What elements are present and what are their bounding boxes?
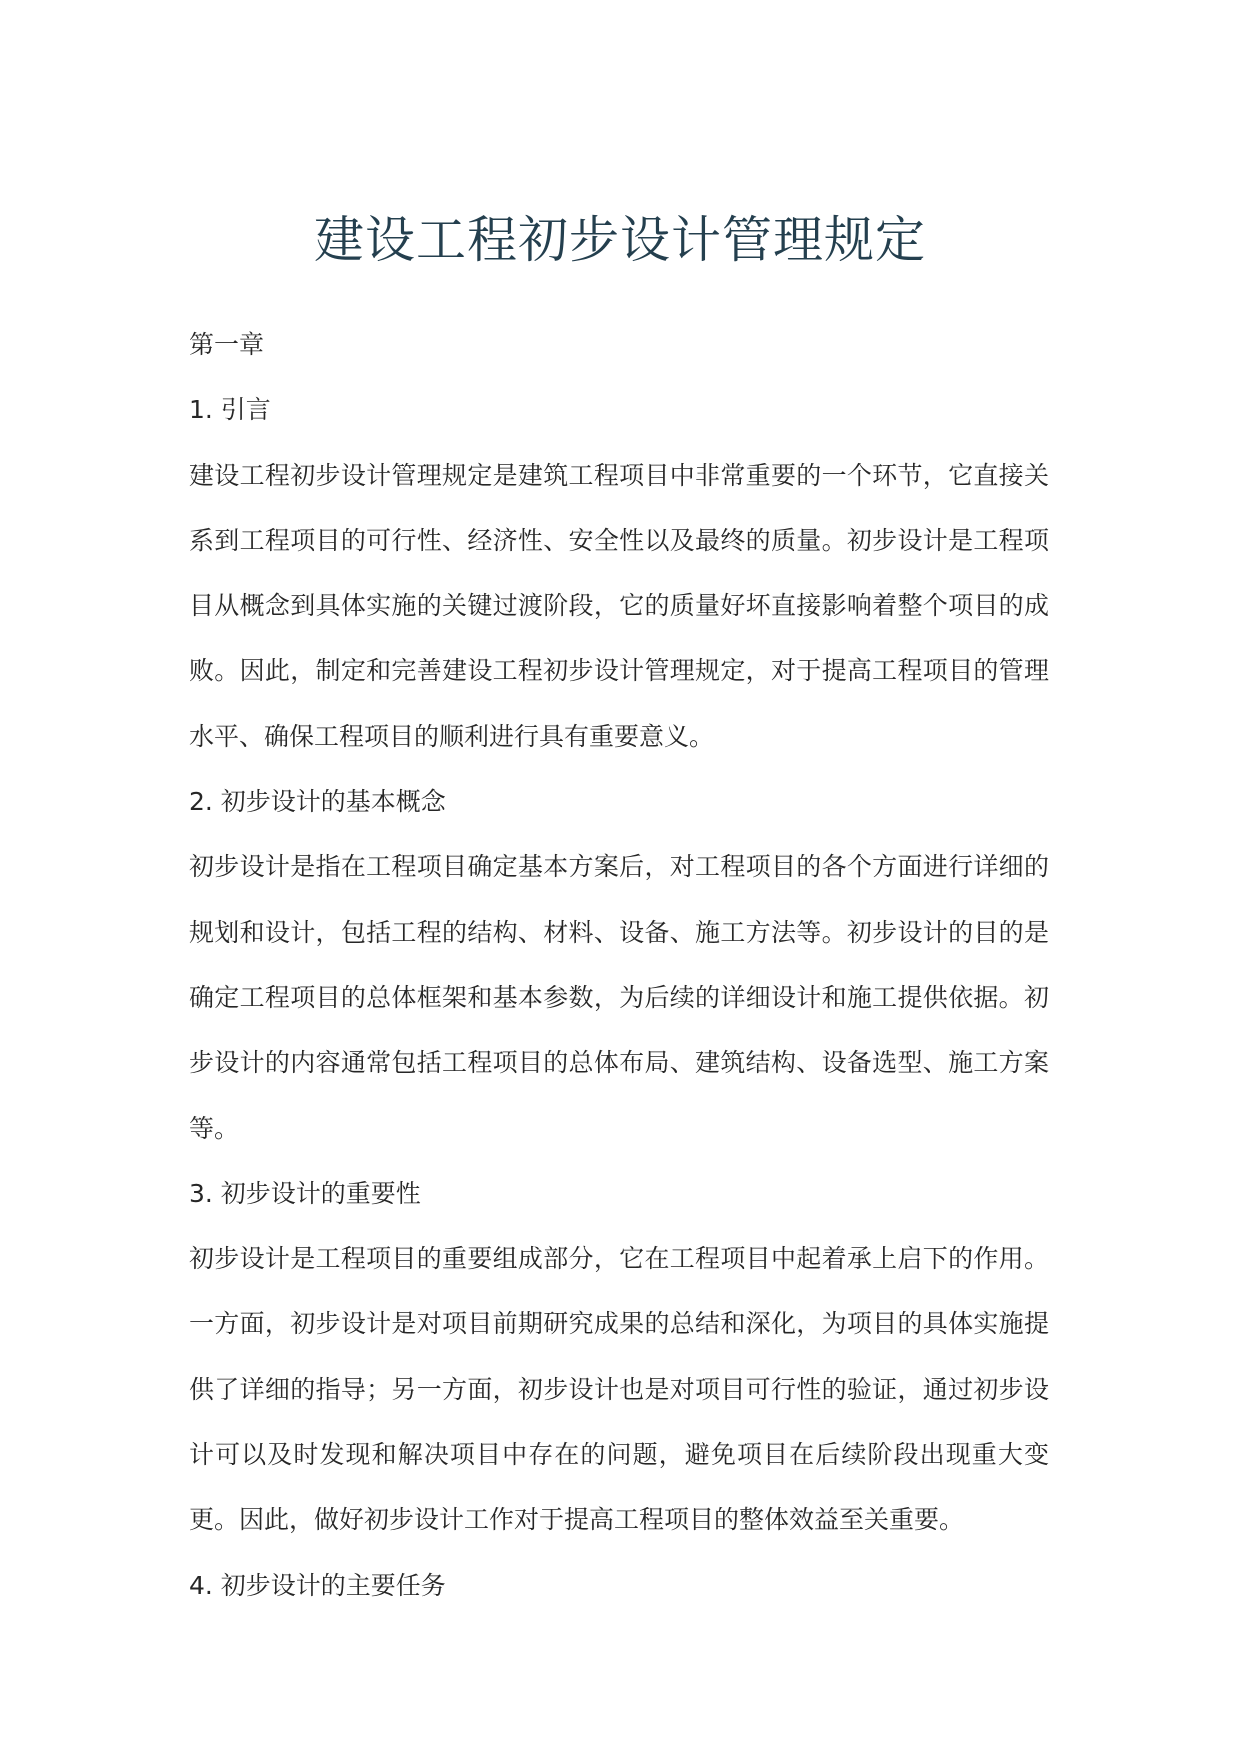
paragraph-line: 初步设计是指在工程项目确定基本方案后，对工程项目的各个方面进行详细的 [189, 852, 1049, 882]
paragraph-line: 目从概念到具体实施的关键过渡阶段，它的质量好坏直接影响着整个项目的成 [189, 591, 1049, 621]
section-heading: 3. 初步设计的重要性 [189, 1178, 421, 1208]
document-title: 建设工程初步设计管理规定 [314, 211, 926, 269]
chapter-heading: 第一章 [189, 330, 265, 359]
paragraph-line: 一方面，初步设计是对项目前期研究成果的总结和深化，为项目的具体实施提 [189, 1309, 1049, 1339]
paragraph-line: 确定工程项目的总体框架和基本参数，为后续的详细设计和施工提供依据。初 [189, 982, 1049, 1012]
paragraph-line: 步设计的内容通常包括工程项目的总体布局、建筑结构、设备选型、施工方案 [189, 1048, 1049, 1078]
paragraph-line: 等。 [189, 1113, 240, 1143]
document-body [189, 312, 1049, 1618]
section-heading: 1. 引言 [189, 395, 271, 425]
paragraph-line: 建设工程初步设计管理规定是建筑工程项目中非常重要的一个环节，它直接关 [189, 460, 1049, 490]
paragraph-line: 败。因此，制定和完善建设工程初步设计管理规定，对于提高工程项目的管理 [189, 656, 1049, 686]
paragraph-line: 初步设计是工程项目的重要组成部分，它在工程项目中起着承上启下的作用。 [189, 1244, 1049, 1274]
paragraph-line: 规划和设计，包括工程的结构、材料、设备、施工方法等。初步设计的目的是 [189, 917, 1049, 947]
paragraph-line: 系到工程项目的可行性、经济性、安全性以及最终的质量。初步设计是工程项 [189, 525, 1049, 555]
paragraph-line: 供了详细的指导；另一方面，初步设计也是对项目可行性的验证，通过初步设 [189, 1374, 1049, 1404]
section-paragraph [189, 1226, 1049, 1552]
paragraph-line: 更。因此，做好初步设计工作对于提高工程项目的整体效益至关重要。 [189, 1505, 965, 1535]
section-heading: 4. 初步设计的主要任务 [189, 1570, 446, 1600]
paragraph-line: 水平、确保工程项目的顺利进行具有重要意义。 [189, 721, 715, 751]
section-heading: 2. 初步设计的基本概念 [189, 787, 446, 817]
section-paragraph [189, 443, 1049, 769]
paragraph-line: 计可以及时发现和解决项目中存在的问题，避免项目在后续阶段出现重大变 [189, 1440, 1049, 1470]
section-paragraph [189, 834, 1049, 1160]
